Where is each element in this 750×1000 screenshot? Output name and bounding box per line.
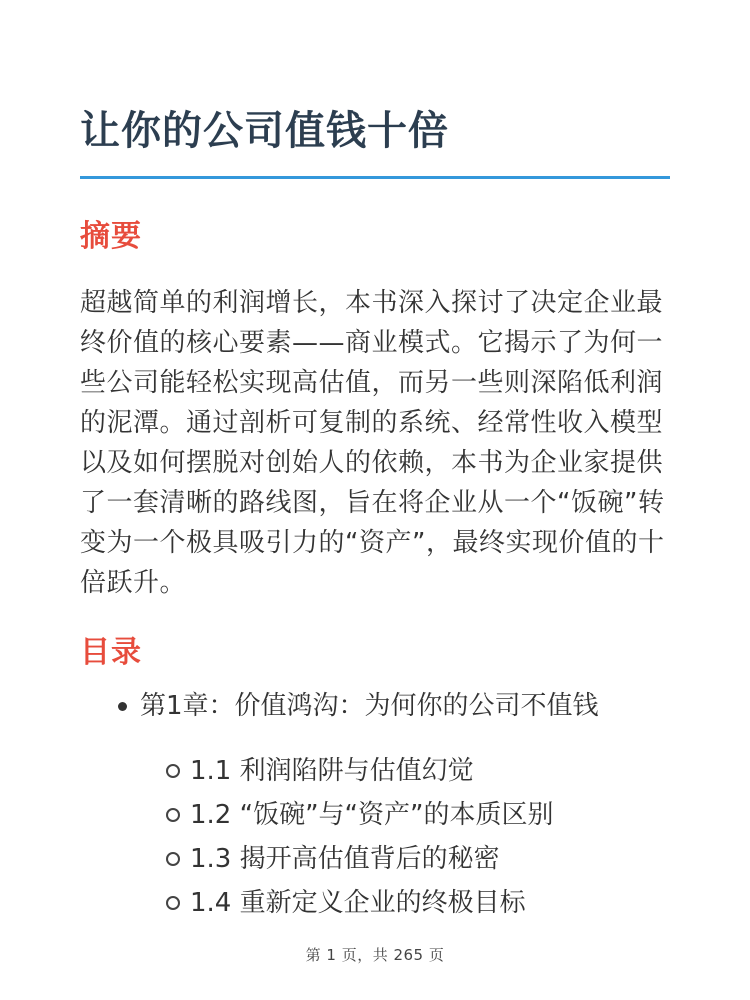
toc-subitem-label: 1.2 “饭碗”与“资产”的本质区别 — [190, 800, 554, 830]
toc-list — [80, 691, 670, 918]
summary-paragraph: 超越简单的利润增长，本书深入探讨了决定企业最终价值的核心要素——商业模式。它揭示了为何一些公司能轻松实现高估值，而另一些则深陷低利润的泥潭。通过剖析可复制的系统、经常性收入模型以及如何摆脱对创始人的依赖，本书为企业家提供了一套清晰的路线图，旨在将企业从一个“饭碗”转变为一个极具吸引力的“资产”，最终实现价值的十倍跃升。 — [80, 288, 665, 598]
toc-heading: 目录 — [80, 635, 142, 670]
toc-subitem — [80, 756, 670, 786]
toc-subitem — [80, 844, 670, 874]
summary-heading: 摘要 — [80, 219, 142, 254]
circle-bullet-icon — [166, 852, 180, 866]
circle-bullet-icon — [166, 896, 180, 910]
page-title: 让你的公司值钱十倍 — [80, 108, 670, 179]
toc-subitem-label: 1.4 重新定义企业的终极目标 — [190, 888, 526, 918]
toc-sublist — [80, 756, 670, 918]
toc-subitem — [80, 800, 670, 830]
toc-subitem-label: 1.3 揭开高估值背后的秘密 — [190, 844, 500, 874]
toc-subitem — [80, 888, 670, 918]
circle-bullet-icon — [166, 764, 180, 778]
toc-chapter-item — [80, 691, 670, 721]
page-number-footer: 第 1 页，共 265 页 — [305, 946, 445, 964]
circle-bullet-icon — [166, 808, 180, 822]
toc-sublist-wrapper — [80, 756, 670, 918]
toc-chapter-label: 第1章：价值鸿沟：为何你的公司不值钱 — [140, 691, 599, 721]
bullet-icon — [118, 702, 127, 711]
toc-subitem-label: 1.1 利润陷阱与估值幻觉 — [190, 756, 474, 786]
